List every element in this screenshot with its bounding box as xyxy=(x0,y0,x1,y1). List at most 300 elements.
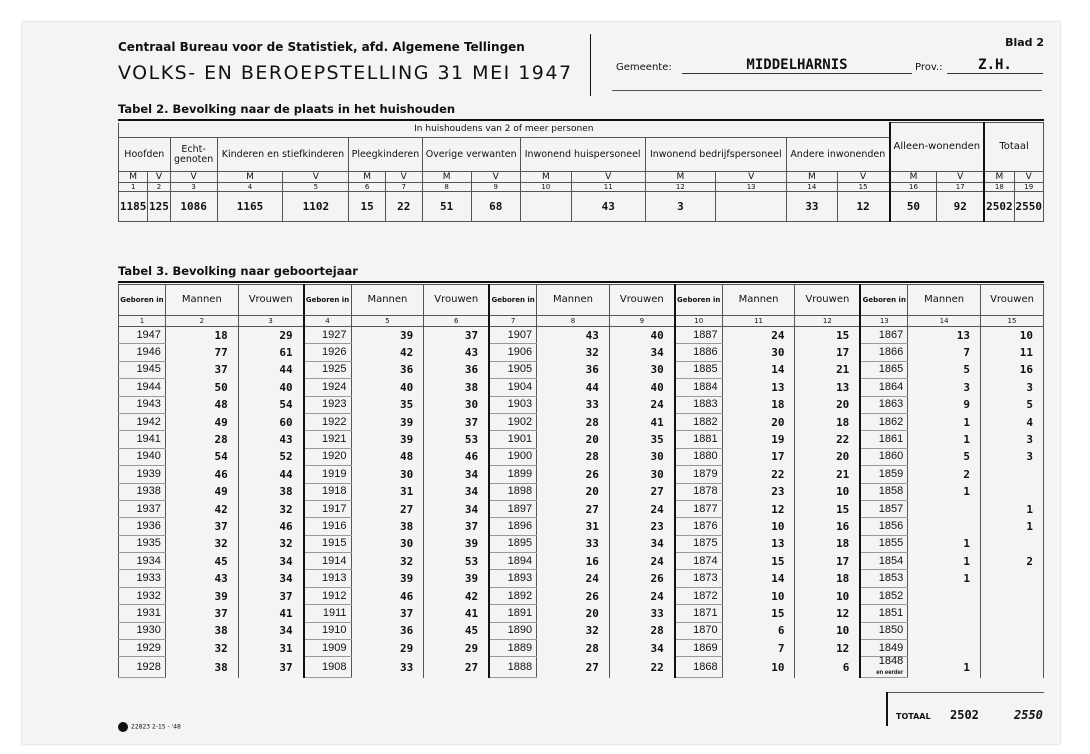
mannen-cell: 42 xyxy=(351,344,424,361)
birth-year-cell: 1887 xyxy=(675,327,722,344)
mannen-cell: 30 xyxy=(351,466,424,483)
mannen-cell: 30 xyxy=(351,535,424,552)
column-number: 3 xyxy=(170,183,217,192)
birth-year-cell: 1877 xyxy=(675,500,722,517)
mannen-cell: 36 xyxy=(537,361,610,378)
vrouwen-cell: 10 xyxy=(795,483,860,500)
mannen-cell: 43 xyxy=(165,570,238,587)
birth-year-cell: 1849 xyxy=(860,640,907,657)
mannen-cell: 33 xyxy=(537,535,610,552)
vrouwen-cell: 39 xyxy=(424,570,489,587)
mannen-cell: 39 xyxy=(165,587,238,604)
geboren-in-header: Geboren in xyxy=(860,285,907,316)
sex-header: V xyxy=(937,172,984,183)
header-divider xyxy=(590,34,591,96)
mannen-cell: 27 xyxy=(351,500,424,517)
mannen-cell: 39 xyxy=(351,413,424,430)
birth-year-cell: 1900 xyxy=(489,448,536,465)
birth-year-cell: 1944 xyxy=(119,379,166,396)
table-row xyxy=(119,466,1044,483)
vrouwen-cell: 61 xyxy=(238,344,303,361)
birth-year-cell: 1874 xyxy=(675,553,722,570)
table2-value: 51 xyxy=(422,192,471,222)
vrouwen-cell: 40 xyxy=(609,327,674,344)
mannen-header: Mannen xyxy=(908,285,981,316)
mannen-cell: 5 xyxy=(908,361,981,378)
mannen-cell: 50 xyxy=(165,379,238,396)
birth-year-cell: 1859 xyxy=(860,466,907,483)
mannen-cell: 26 xyxy=(537,466,610,483)
mannen-cell: 48 xyxy=(165,396,238,413)
birth-year-cell: 1928 xyxy=(119,657,166,678)
column-number: 10 xyxy=(675,316,722,327)
vrouwen-cell: 41 xyxy=(238,605,303,622)
mannen-cell: 37 xyxy=(351,605,424,622)
column-number: 12 xyxy=(645,183,716,192)
vrouwen-cell: 34 xyxy=(424,466,489,483)
table2-value: 2502 xyxy=(984,192,1014,222)
birth-year-cell: 1929 xyxy=(119,640,166,657)
table-row xyxy=(119,605,1044,622)
vrouwen-cell: 44 xyxy=(238,361,303,378)
mannen-cell: 49 xyxy=(165,483,238,500)
col-bedrijfspersoneel: Inwonend bedrijfspersoneel xyxy=(645,138,787,172)
birth-year-cell: 1922 xyxy=(304,413,351,430)
mannen-cell: 1 xyxy=(908,483,981,500)
vrouwen-cell: 37 xyxy=(238,587,303,604)
vrouwen-cell: 43 xyxy=(238,431,303,448)
mannen-cell: 33 xyxy=(351,657,424,678)
birth-year-cell: 1926 xyxy=(304,344,351,361)
table-row xyxy=(119,570,1044,587)
column-number: 4 xyxy=(217,183,283,192)
mannen-cell: 31 xyxy=(351,483,424,500)
sex-header: V xyxy=(385,172,422,183)
birth-year-cell: 1927 xyxy=(304,327,351,344)
mannen-cell: 9 xyxy=(908,396,981,413)
mannen-cell: 48 xyxy=(351,448,424,465)
vrouwen-header: Vrouwen xyxy=(981,285,1044,316)
birth-year-cell: 1852 xyxy=(860,587,907,604)
vrouwen-cell: 34 xyxy=(609,535,674,552)
vrouwen-cell: 21 xyxy=(795,361,860,378)
birth-year-cell: 1857 xyxy=(860,500,907,517)
vrouwen-cell: 6 xyxy=(795,657,860,678)
table2-value: 12 xyxy=(837,192,889,222)
mannen-cell: 39 xyxy=(351,327,424,344)
birth-year-cell: 1939 xyxy=(119,466,166,483)
totaal-vrouwen: 2550 xyxy=(1014,708,1043,722)
birth-year-cell: 1910 xyxy=(304,622,351,639)
table-row xyxy=(119,344,1044,361)
vrouwen-cell: 41 xyxy=(609,413,674,430)
organization-name: Centraal Bureau voor de Statistiek, afd. Algemene Tellingen xyxy=(118,40,525,54)
column-number: 12 xyxy=(795,316,860,327)
totaal-label: TOTAAL xyxy=(896,712,931,721)
vrouwen-cell: 3 xyxy=(981,431,1044,448)
birth-year-cell: 1907 xyxy=(489,327,536,344)
mannen-cell: 42 xyxy=(165,500,238,517)
birth-year-cell: 1863 xyxy=(860,396,907,413)
vrouwen-cell: 33 xyxy=(609,605,674,622)
table3 xyxy=(118,284,1044,678)
sheet-number: Blad 2 xyxy=(1005,36,1044,49)
table-row xyxy=(119,413,1044,430)
vrouwen-cell: 46 xyxy=(238,518,303,535)
birth-year-cell: 1936 xyxy=(119,518,166,535)
birth-year-cell: 1871 xyxy=(675,605,722,622)
birth-year-cell: 1858 xyxy=(860,483,907,500)
birth-year-cell: 1890 xyxy=(489,622,536,639)
column-number: 14 xyxy=(908,316,981,327)
vrouwen-cell: 30 xyxy=(609,466,674,483)
birth-year-cell: 1940 xyxy=(119,448,166,465)
col-alleenwonenden: Alleen-wonenden xyxy=(890,123,985,172)
column-number: 4 xyxy=(304,316,351,327)
mannen-cell: 32 xyxy=(165,640,238,657)
vrouwen-cell: 23 xyxy=(609,518,674,535)
sex-header: M xyxy=(217,172,283,183)
table2-value: 125 xyxy=(148,192,170,222)
table2-value: 22 xyxy=(385,192,422,222)
mannen-cell: 20 xyxy=(537,483,610,500)
birth-year-cell: 1886 xyxy=(675,344,722,361)
table2 xyxy=(118,122,1044,222)
vrouwen-cell: 29 xyxy=(238,327,303,344)
birth-year-cell: 1911 xyxy=(304,605,351,622)
vrouwen-cell: 3 xyxy=(981,379,1044,396)
vrouwen-cell: 27 xyxy=(609,483,674,500)
mannen-cell: 1 xyxy=(908,553,981,570)
sex-header: M xyxy=(787,172,838,183)
birth-year-cell: 1869 xyxy=(675,640,722,657)
mannen-cell: 32 xyxy=(537,344,610,361)
birth-year-cell: 1930 xyxy=(119,622,166,639)
vrouwen-cell: 2 xyxy=(981,553,1044,570)
mannen-cell: 28 xyxy=(537,640,610,657)
group-header: In huishoudens van 2 of meer personen xyxy=(119,123,890,138)
vrouwen-cell: 20 xyxy=(795,448,860,465)
column-number: 5 xyxy=(351,316,424,327)
vrouwen-cell xyxy=(981,466,1044,483)
mannen-cell: 10 xyxy=(722,587,795,604)
vrouwen-cell: 30 xyxy=(424,396,489,413)
vrouwen-header: Vrouwen xyxy=(795,285,860,316)
vrouwen-cell: 44 xyxy=(238,466,303,483)
vrouwen-cell: 34 xyxy=(238,553,303,570)
column-number: 9 xyxy=(471,183,520,192)
vrouwen-cell: 34 xyxy=(609,640,674,657)
birth-year-cell: 1906 xyxy=(489,344,536,361)
table-row xyxy=(119,379,1044,396)
mannen-cell: 28 xyxy=(537,413,610,430)
mannen-cell: 24 xyxy=(537,570,610,587)
mannen-cell: 32 xyxy=(165,535,238,552)
sex-header: M xyxy=(984,172,1014,183)
birth-year-cell: 1935 xyxy=(119,535,166,552)
mannen-cell xyxy=(908,605,981,622)
birth-year-cell: 1918 xyxy=(304,483,351,500)
sex-header: V xyxy=(571,172,645,183)
birth-year-cell: 1893 xyxy=(489,570,536,587)
vrouwen-cell: 24 xyxy=(609,396,674,413)
mannen-cell: 10 xyxy=(722,518,795,535)
column-number: 1 xyxy=(119,183,148,192)
mannen-cell: 7 xyxy=(722,640,795,657)
vrouwen-cell: 32 xyxy=(238,500,303,517)
vrouwen-cell: 37 xyxy=(424,518,489,535)
mannen-cell: 2 xyxy=(908,466,981,483)
mannen-cell: 19 xyxy=(722,431,795,448)
birth-year-cell: 1932 xyxy=(119,587,166,604)
vrouwen-cell: 11 xyxy=(981,344,1044,361)
mannen-cell: 31 xyxy=(537,518,610,535)
mannen-cell: 15 xyxy=(722,605,795,622)
census-form xyxy=(22,22,1060,744)
mannen-cell: 45 xyxy=(165,553,238,570)
column-number: 10 xyxy=(520,183,571,192)
gemeente-value: MIDDELHARNIS xyxy=(682,57,912,74)
vrouwen-cell: 27 xyxy=(424,657,489,678)
birth-year-cell: 1881 xyxy=(675,431,722,448)
sex-header: M xyxy=(422,172,471,183)
mannen-cell: 1 xyxy=(908,431,981,448)
birth-year-cell: 1860 xyxy=(860,448,907,465)
sex-header: M xyxy=(520,172,571,183)
column-number: 8 xyxy=(422,183,471,192)
vrouwen-cell: 42 xyxy=(424,587,489,604)
column-number: 15 xyxy=(981,316,1044,327)
sex-header: V xyxy=(148,172,170,183)
birth-year-cell: 1920 xyxy=(304,448,351,465)
col-echtgenoten: Echt-genoten xyxy=(170,138,217,172)
mannen-cell: 24 xyxy=(722,327,795,344)
vrouwen-cell: 29 xyxy=(424,640,489,657)
vrouwen-cell: 24 xyxy=(609,587,674,604)
vrouwen-cell xyxy=(981,570,1044,587)
mannen-cell: 18 xyxy=(722,396,795,413)
vrouwen-cell: 16 xyxy=(981,361,1044,378)
birth-year-cell: 1873 xyxy=(675,570,722,587)
table-row xyxy=(119,448,1044,465)
birth-year-cell: 1862 xyxy=(860,413,907,430)
col-andere-inwonenden: Andere inwonenden xyxy=(787,138,890,172)
sex-header: V xyxy=(1014,172,1043,183)
vrouwen-cell: 5 xyxy=(981,396,1044,413)
mannen-cell: 1 xyxy=(908,535,981,552)
vrouwen-header: Vrouwen xyxy=(424,285,489,316)
mannen-cell: 29 xyxy=(351,640,424,657)
mannen-cell: 20 xyxy=(537,605,610,622)
mannen-cell: 10 xyxy=(722,657,795,678)
vrouwen-cell: 10 xyxy=(981,327,1044,344)
mannen-cell: 22 xyxy=(722,466,795,483)
mannen-cell xyxy=(908,640,981,657)
mannen-cell: 46 xyxy=(351,587,424,604)
birth-year-cell: 1921 xyxy=(304,431,351,448)
vrouwen-cell: 21 xyxy=(795,466,860,483)
birth-year-cell: 1891 xyxy=(489,605,536,622)
column-number: 6 xyxy=(424,316,489,327)
vrouwen-cell: 37 xyxy=(424,413,489,430)
vrouwen-cell xyxy=(981,483,1044,500)
col-totaal: Totaal xyxy=(984,123,1043,172)
mannen-cell: 30 xyxy=(722,344,795,361)
vrouwen-cell: 24 xyxy=(609,553,674,570)
col-hoofden: Hoofden xyxy=(119,138,171,172)
vrouwen-cell: 18 xyxy=(795,413,860,430)
vrouwen-cell: 17 xyxy=(795,553,860,570)
sex-header: V xyxy=(837,172,889,183)
mannen-cell xyxy=(908,518,981,535)
table-row xyxy=(119,327,1044,344)
birth-year-cell: 1937 xyxy=(119,500,166,517)
mannen-cell: 17 xyxy=(722,448,795,465)
vrouwen-cell: 43 xyxy=(424,344,489,361)
col-pleegkinderen: Pleegkinderen xyxy=(349,138,422,172)
birth-year-cell: 1909 xyxy=(304,640,351,657)
vrouwen-cell: 34 xyxy=(609,344,674,361)
province-label: Prov.: xyxy=(915,62,943,73)
birth-year-cell: 1876 xyxy=(675,518,722,535)
vrouwen-cell: 26 xyxy=(609,570,674,587)
mannen-cell: 40 xyxy=(351,379,424,396)
vrouwen-cell: 38 xyxy=(424,379,489,396)
birth-year-cell xyxy=(860,657,907,678)
vrouwen-cell: 37 xyxy=(424,327,489,344)
table-row xyxy=(119,483,1044,500)
vrouwen-cell: 30 xyxy=(609,448,674,465)
vrouwen-cell: 31 xyxy=(238,640,303,657)
province-value: Z.H. xyxy=(947,57,1043,74)
birth-year-cell: 1933 xyxy=(119,570,166,587)
sex-header: V xyxy=(716,172,787,183)
column-number: 11 xyxy=(571,183,645,192)
birth-year-cell: 1901 xyxy=(489,431,536,448)
birth-year-cell: 1865 xyxy=(860,361,907,378)
form-title: VOLKS- EN BEROEPSTELLING 31 MEI 1947 xyxy=(118,62,573,84)
mannen-cell: 5 xyxy=(908,448,981,465)
mannen-cell: 28 xyxy=(537,448,610,465)
mannen-cell: 33 xyxy=(537,396,610,413)
birth-year-cell: 1905 xyxy=(489,361,536,378)
mannen-cell: 13 xyxy=(722,535,795,552)
vrouwen-cell: 36 xyxy=(424,361,489,378)
blank-line xyxy=(612,90,1042,91)
birth-year-cell: 1894 xyxy=(489,553,536,570)
table2-title: Tabel 2. Bevolking naar de plaats in het huishouden xyxy=(118,102,456,116)
mannen-cell: 32 xyxy=(351,553,424,570)
sex-header: V xyxy=(283,172,349,183)
vrouwen-cell: 52 xyxy=(238,448,303,465)
table2-value xyxy=(716,192,787,222)
birth-year-cell: 1883 xyxy=(675,396,722,413)
birth-year-cell: 1878 xyxy=(675,483,722,500)
table3-title: Tabel 3. Bevolking naar geboortejaar xyxy=(118,264,358,278)
vrouwen-cell: 34 xyxy=(424,483,489,500)
birth-year-cell: 1938 xyxy=(119,483,166,500)
birth-year-cell: 1946 xyxy=(119,344,166,361)
mannen-header: Mannen xyxy=(351,285,424,316)
mannen-cell: 15 xyxy=(722,553,795,570)
vrouwen-header: Vrouwen xyxy=(238,285,303,316)
sex-header: M xyxy=(645,172,716,183)
mannen-cell: 38 xyxy=(351,518,424,535)
mannen-cell: 38 xyxy=(165,622,238,639)
mannen-cell: 14 xyxy=(722,570,795,587)
table-row xyxy=(119,361,1044,378)
vrouwen-cell: 24 xyxy=(609,500,674,517)
birth-year-cell: 1914 xyxy=(304,553,351,570)
birth-year-cell: 1861 xyxy=(860,431,907,448)
mannen-cell: 77 xyxy=(165,344,238,361)
column-number: 8 xyxy=(537,316,610,327)
vrouwen-cell xyxy=(981,657,1044,678)
sex-header: V xyxy=(471,172,520,183)
birth-year-cell: 1880 xyxy=(675,448,722,465)
vrouwen-cell: 60 xyxy=(238,413,303,430)
vrouwen-cell: 15 xyxy=(795,500,860,517)
birth-year-cell: 1854 xyxy=(860,553,907,570)
geboren-in-header: Geboren in xyxy=(119,285,166,316)
mannen-header: Mannen xyxy=(165,285,238,316)
mannen-cell: 46 xyxy=(165,466,238,483)
vrouwen-cell: 37 xyxy=(238,657,303,678)
birth-year-cell: 1902 xyxy=(489,413,536,430)
birth-year-cell: 1888 xyxy=(489,657,536,678)
mannen-cell: 1 xyxy=(908,570,981,587)
vrouwen-cell: 54 xyxy=(238,396,303,413)
mannen-cell: 26 xyxy=(537,587,610,604)
vrouwen-cell: 41 xyxy=(424,605,489,622)
table-row xyxy=(119,657,1044,678)
birth-year-cell: 1898 xyxy=(489,483,536,500)
column-number: 17 xyxy=(937,183,984,192)
birth-year-cell: 1903 xyxy=(489,396,536,413)
birth-year-cell: 1885 xyxy=(675,361,722,378)
birth-year-cell: 1923 xyxy=(304,396,351,413)
mannen-cell: 35 xyxy=(351,396,424,413)
birth-year-cell: 1856 xyxy=(860,518,907,535)
table-row xyxy=(119,518,1044,535)
table3-top-rule xyxy=(118,281,1044,283)
mannen-cell: 37 xyxy=(165,518,238,535)
vrouwen-cell: 16 xyxy=(795,518,860,535)
birth-year-cell: 1912 xyxy=(304,587,351,604)
table2-value: 15 xyxy=(349,192,386,222)
column-number: 16 xyxy=(890,183,937,192)
vrouwen-cell: 12 xyxy=(795,605,860,622)
vrouwen-cell: 18 xyxy=(795,570,860,587)
mannen-cell: 54 xyxy=(165,448,238,465)
table-row xyxy=(119,587,1044,604)
mannen-cell: 13 xyxy=(908,327,981,344)
mannen-cell: 27 xyxy=(537,500,610,517)
mannen-cell: 20 xyxy=(537,431,610,448)
birth-year-cell: 1867 xyxy=(860,327,907,344)
sex-header: M xyxy=(890,172,937,183)
vrouwen-cell: 40 xyxy=(238,379,303,396)
table-row xyxy=(119,622,1044,639)
birth-year-cell: 1897 xyxy=(489,500,536,517)
vrouwen-cell: 39 xyxy=(424,535,489,552)
vrouwen-cell: 38 xyxy=(238,483,303,500)
table-row xyxy=(119,431,1044,448)
mannen-cell: 38 xyxy=(165,657,238,678)
birth-year-cell: 1855 xyxy=(860,535,907,552)
vrouwen-cell: 34 xyxy=(238,622,303,639)
table2-value: 50 xyxy=(890,192,937,222)
